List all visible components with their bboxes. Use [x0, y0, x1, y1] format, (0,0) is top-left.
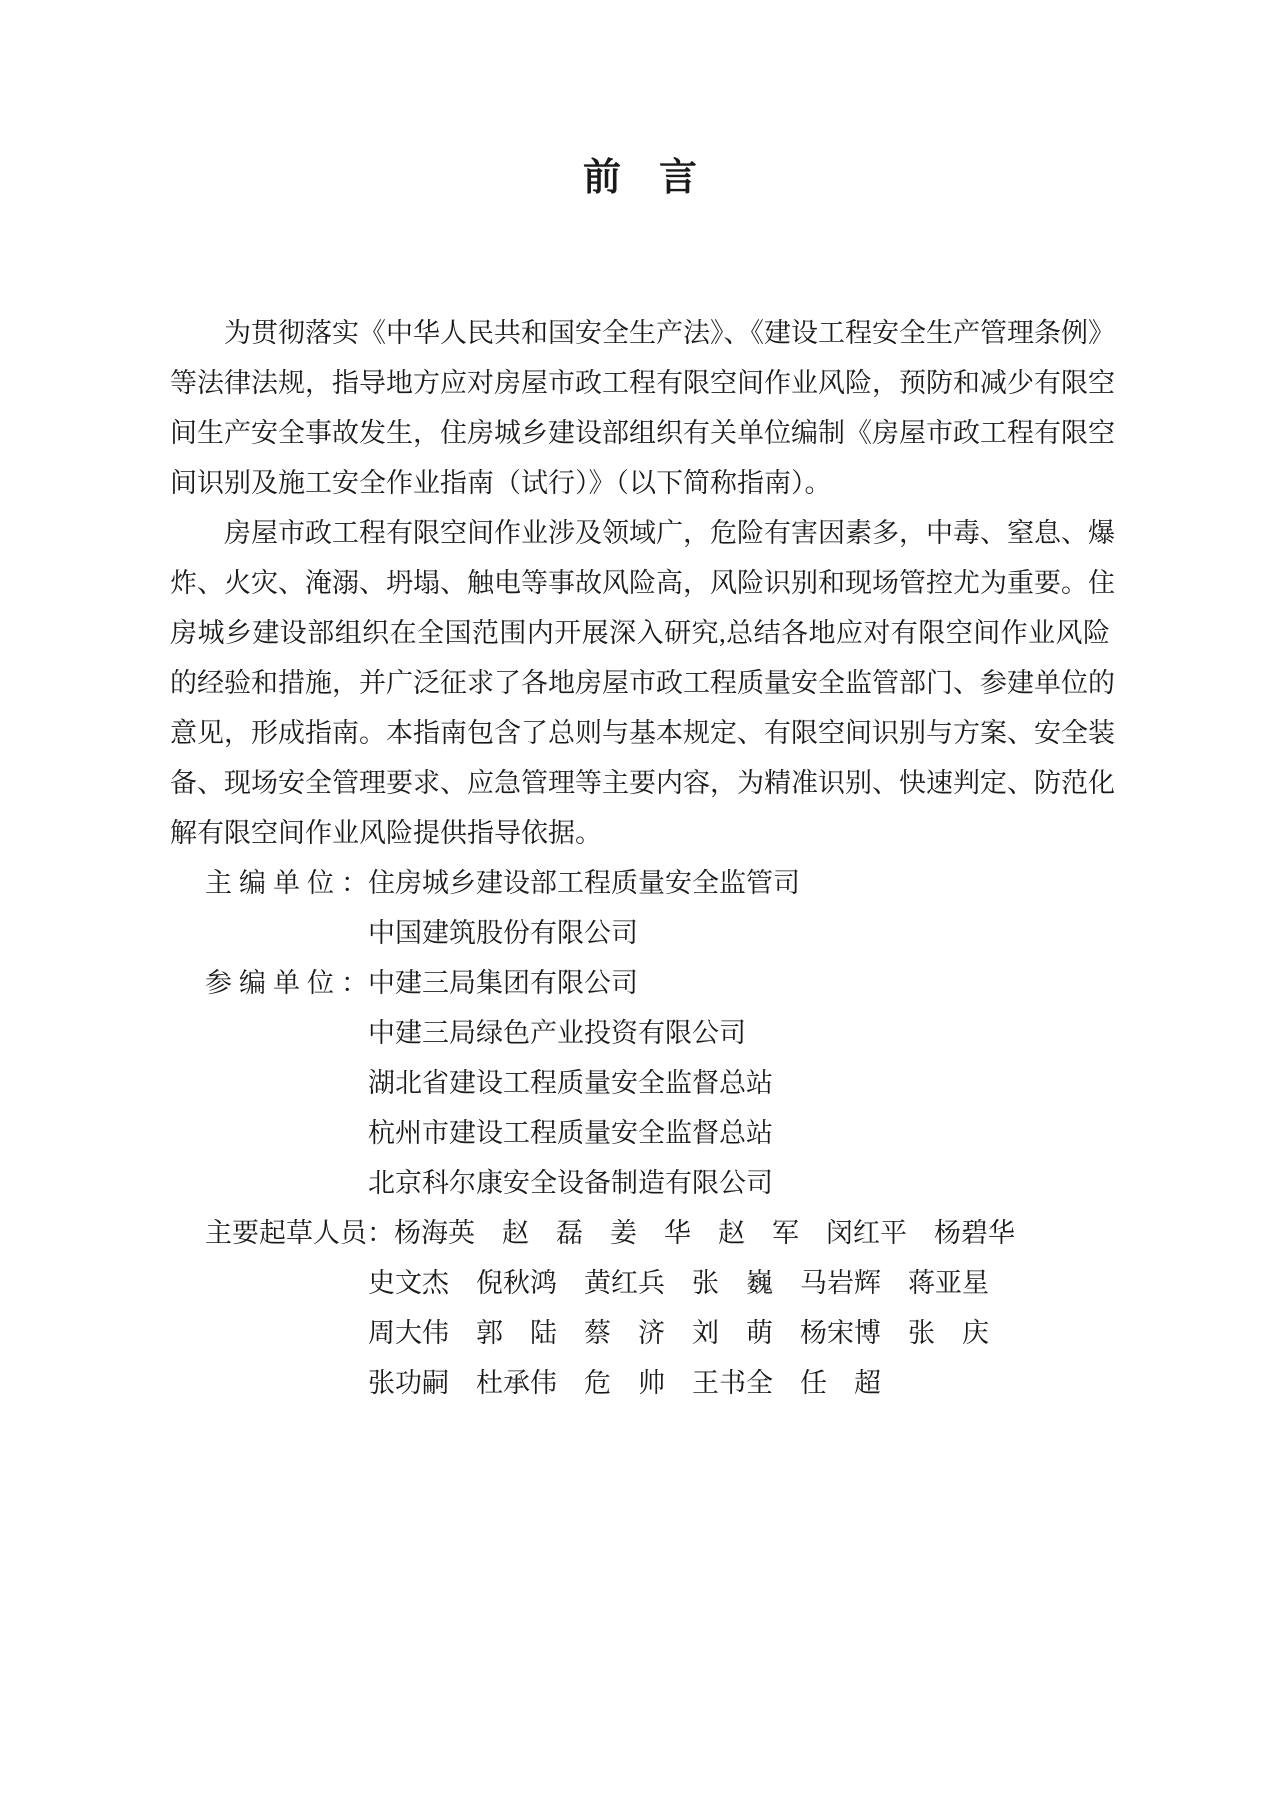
credit-value: 杨海英 赵 磊 姜 华 赵 军 闵红平 杨碧华 [394, 1218, 1015, 1248]
credit-label [205, 1258, 368, 1308]
credit-label: 主编单位： [205, 868, 368, 898]
credit-label [205, 1108, 368, 1158]
credit-row [170, 908, 1110, 958]
credit-row [170, 1008, 1110, 1058]
credit-label [205, 1058, 368, 1108]
credit-label [205, 1358, 368, 1408]
credit-label [205, 1158, 368, 1208]
credit-row [170, 1058, 1110, 1108]
document-body [170, 308, 1115, 1408]
credit-label: 主要起草人员： [205, 1218, 394, 1248]
paragraph [170, 508, 1115, 858]
credit-value: 北京科尔康安全设备制造有限公司 [368, 1168, 773, 1198]
credit-row [170, 1258, 1110, 1308]
paragraph-line: 炸、火灾、淹溺、坍塌、触电等事故风险高，风险识别和现场管控尤为重要。住 [170, 568, 1115, 598]
credit-row [170, 1358, 1110, 1408]
paragraph-line: 房屋市政工程有限空间作业涉及领域广，危险有害因素多，中毒、窒息、爆 [224, 518, 1115, 548]
paragraph-line: 备、现场安全管理要求、应急管理等主要内容，为精准识别、快速判定、防范化 [170, 768, 1115, 798]
credit-label [205, 908, 368, 958]
paragraph-line: 间识别及施工安全作业指南（试行）》（以下简称指南）。 [170, 468, 832, 498]
credit-value: 史文杰 倪秋鸿 黄红兵 张 巍 马岩辉 蒋亚星 [368, 1268, 989, 1298]
page-title: 前 言 [582, 157, 697, 199]
paragraph-line: 间生产安全事故发生，住房城乡建设部组织有关单位编制《房屋市政工程有限空 [170, 418, 1115, 448]
paragraph-line: 解有限空间作业风险提供指导依据。 [170, 818, 602, 848]
credit-row [170, 958, 1110, 1008]
paragraph-line: 房城乡建设部组织在全国范围内开展深入研究,总结各地应对有限空间作业风险 [170, 618, 1110, 648]
credit-row [170, 858, 1110, 908]
credit-value: 杭州市建设工程质量安全监督总站 [368, 1118, 773, 1148]
paragraph-line: 等法律法规，指导地方应对房屋市政工程有限空间作业风险，预防和减少有限空 [170, 368, 1115, 398]
paragraph-line: 的经验和措施，并广泛征求了各地房屋市政工程质量安全监管部门、参建单位的 [170, 668, 1115, 698]
credit-value: 中建三局集团有限公司 [368, 968, 638, 998]
credit-value: 湖北省建设工程质量安全监督总站 [368, 1068, 773, 1098]
credit-value: 张功嗣 杜承伟 危 帅 王书全 任 超 [368, 1368, 881, 1398]
credit-label [205, 1308, 368, 1358]
credit-label: 参编单位： [205, 968, 368, 998]
credit-value: 中国建筑股份有限公司 [368, 918, 638, 948]
paragraph-line: 为贯彻落实《中华人民共和国安全生产法》、《建设工程安全生产管理条例》 [224, 318, 1115, 348]
credit-value: 周大伟 郭 陆 蔡 济 刘 萌 杨宋博 张 庆 [368, 1318, 989, 1348]
credit-row [170, 1108, 1110, 1158]
credit-label [205, 1008, 368, 1058]
credit-row [170, 1308, 1110, 1358]
paragraph [170, 308, 1115, 508]
credit-row [170, 1158, 1110, 1208]
paragraph-line: 意见，形成指南。本指南包含了总则与基本规定、有限空间识别与方案、安全装 [170, 718, 1115, 748]
credit-value: 住房城乡建设部工程质量安全监管司 [368, 868, 800, 898]
credit-row [170, 1208, 1110, 1258]
credit-value: 中建三局绿色产业投资有限公司 [368, 1018, 746, 1048]
